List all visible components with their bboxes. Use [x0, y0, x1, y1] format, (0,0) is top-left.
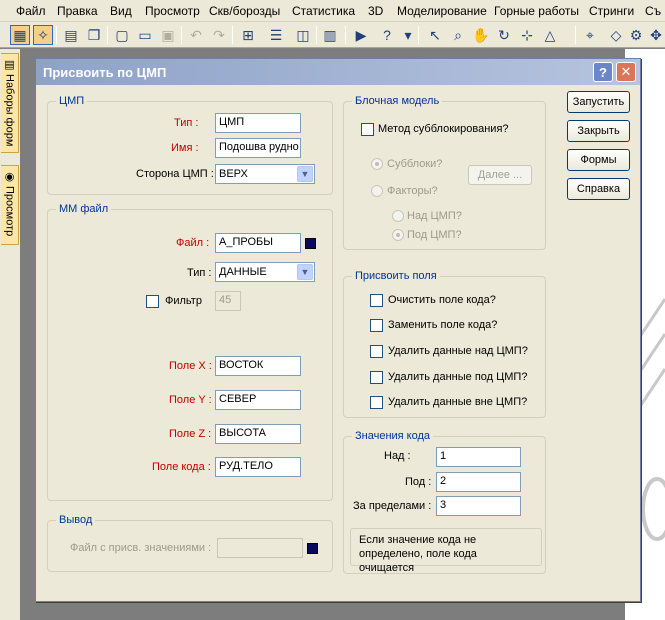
- snap-icon[interactable]: ⚙: [629, 26, 643, 43]
- zoom-icon[interactable]: ⌕: [454, 26, 462, 43]
- code-above-label: Над :: [384, 450, 411, 462]
- menu-statistics[interactable]: Статистика: [292, 4, 356, 18]
- field-x-label: Поле X :: [169, 360, 212, 372]
- dialog-titlebar[interactable]: [36, 59, 640, 85]
- above-dtm-label: Над ЦМП?: [407, 210, 462, 222]
- dtm-name-label: Имя :: [171, 142, 199, 154]
- menu-drillholes[interactable]: Скв/борозды: [209, 4, 281, 18]
- field-y-input[interactable]: СЕВЕР: [215, 390, 301, 410]
- field-y-label: Поле Y :: [169, 394, 212, 406]
- dtm-side-value: ВЕРХ: [219, 168, 248, 180]
- star-layers-icon[interactable]: ✧: [33, 25, 53, 45]
- cube-icon[interactable]: ◫: [296, 26, 310, 43]
- output-file-input[interactable]: [217, 538, 303, 558]
- mm-file-input[interactable]: А_ПРОБЫ: [215, 233, 301, 253]
- below-dtm-radio[interactable]: [392, 229, 404, 241]
- output-group: [47, 514, 333, 572]
- dtm-group-legend: ЦМП: [56, 95, 87, 107]
- tab-view[interactable]: [1, 165, 19, 245]
- delete-below-checkbox[interactable]: [370, 371, 383, 384]
- mm-type-select[interactable]: [215, 262, 315, 282]
- assign-by-dtm-dialog: [35, 58, 641, 602]
- run-button[interactable]: Запустить: [567, 91, 630, 113]
- eraser-icon[interactable]: ◇: [610, 26, 622, 43]
- toolbar-separator: [107, 26, 108, 44]
- more-button[interactable]: Далее ...: [468, 165, 532, 185]
- output-group-legend: Вывод: [56, 514, 95, 526]
- copy-icon[interactable]: ❐: [87, 26, 101, 43]
- delete-above-label: Удалить данные над ЦМП?: [388, 345, 528, 357]
- mm-type-value: ДАННЫЕ: [219, 266, 267, 278]
- code-below-input[interactable]: 2: [436, 472, 521, 492]
- toolbar: [0, 22, 665, 48]
- code-below-label: Под :: [405, 476, 432, 488]
- mm-file-group-legend: ММ файл: [56, 203, 111, 215]
- close-button[interactable]: Закрыть: [567, 120, 630, 142]
- filter-checkbox[interactable]: [146, 295, 159, 308]
- menu-more[interactable]: Съ: [645, 4, 662, 18]
- grid-icon[interactable]: ⊞: [242, 26, 254, 43]
- tab-view-label: Просмотр: [3, 186, 16, 237]
- code-note: Если значение кода не определено, поле кода очищается: [350, 528, 542, 566]
- output-file-label: Файл с присв. значениями :: [70, 542, 212, 554]
- subblocks-radio[interactable]: [371, 158, 383, 170]
- menu-modelling[interactable]: Моделирование: [397, 4, 487, 18]
- save-icon[interactable]: ▣: [161, 26, 175, 43]
- code-above-input[interactable]: 1: [436, 447, 521, 467]
- block-model-group-legend: Блочная модель: [352, 95, 442, 107]
- menu-3d[interactable]: 3D: [368, 4, 384, 18]
- context-help-icon[interactable]: ?: [383, 27, 391, 43]
- layers-icon[interactable]: ▦: [10, 25, 30, 45]
- toolbar-separator: [345, 26, 346, 44]
- subblocks-label: Субблоки?: [387, 158, 443, 170]
- chevron-down-icon[interactable]: ▼: [297, 166, 313, 182]
- sidebar: [0, 49, 20, 620]
- toolbar-separator: [316, 26, 317, 44]
- toolbar-separator: [575, 26, 576, 44]
- help-icon[interactable]: ?: [593, 62, 613, 82]
- file-picker-icon[interactable]: [305, 238, 316, 249]
- subblock-method-label: Метод субблокирования?: [378, 123, 509, 135]
- field-code-input[interactable]: РУД.ТЕЛО: [215, 457, 301, 477]
- menu-mining[interactable]: Горные работы: [494, 4, 580, 18]
- subblock-method-checkbox[interactable]: [361, 123, 374, 136]
- clear-code-field-label: Очистить поле кода?: [388, 294, 496, 306]
- dtm-side-select[interactable]: [215, 164, 315, 184]
- toolbar-separator: [56, 26, 57, 44]
- forms-icon: ▤: [3, 58, 15, 71]
- toolbar-separator: [232, 26, 233, 44]
- pan-hand-icon[interactable]: ✋: [472, 26, 490, 43]
- axes-icon[interactable]: ⊹: [521, 26, 533, 43]
- stack-icon[interactable]: ☰: [269, 26, 283, 43]
- delete-above-checkbox[interactable]: [370, 345, 383, 358]
- menu-strings[interactable]: Стринги: [589, 4, 635, 18]
- replace-code-field-label: Заменить поле кода?: [388, 319, 498, 331]
- block-model-group: [343, 95, 546, 250]
- tab-form-sets[interactable]: [1, 53, 19, 153]
- dtm-type-input[interactable]: ЦМП: [215, 113, 301, 133]
- undo-icon[interactable]: ↶: [190, 26, 202, 43]
- tab-form-sets-label: Наборы форм: [3, 74, 16, 147]
- help-button[interactable]: Справка: [567, 178, 630, 200]
- delete-outside-checkbox[interactable]: [370, 396, 383, 409]
- menu-display[interactable]: Просмотр: [145, 4, 200, 18]
- filter-input[interactable]: 45: [215, 291, 241, 311]
- menubar: [0, 0, 665, 22]
- chevron-down-icon[interactable]: ▼: [297, 264, 313, 280]
- dtm-name-input[interactable]: Подошва рудно: [215, 138, 301, 158]
- output-file-picker-icon[interactable]: [307, 543, 318, 554]
- menu-edit[interactable]: Правка: [57, 4, 98, 18]
- below-dtm-label: Под ЦМП?: [407, 229, 462, 241]
- toolbar-separator: [418, 26, 419, 44]
- menu-view[interactable]: Вид: [110, 4, 132, 18]
- replace-code-field-checkbox[interactable]: [370, 319, 383, 332]
- toolbar-overflow-icon[interactable]: ▾: [404, 26, 412, 43]
- measure-icon[interactable]: △: [544, 26, 556, 43]
- open-icon[interactable]: ▭: [138, 26, 152, 43]
- dialog-title: Присвоить по ЦМП: [43, 65, 167, 80]
- assign-fields-group: [343, 270, 546, 418]
- delete-outside-label: Удалить данные вне ЦМП?: [388, 396, 528, 408]
- delete-below-label: Удалить данные под ЦМП?: [388, 371, 528, 383]
- factors-label: Факторы?: [387, 185, 438, 197]
- filter-label: Фильтр: [165, 295, 202, 307]
- factors-radio[interactable]: [371, 185, 383, 197]
- forms-button[interactable]: Формы: [567, 149, 630, 171]
- code-values-group-legend: Значения кода: [352, 430, 433, 442]
- code-outside-label: За пределами :: [353, 500, 432, 512]
- field-z-label: Поле Z :: [169, 428, 212, 440]
- mm-type-label: Тип :: [187, 267, 212, 279]
- toolbar-separator: [181, 26, 182, 44]
- assign-fields-group-legend: Присвоить поля: [352, 270, 440, 282]
- clear-code-field-checkbox[interactable]: [370, 294, 383, 307]
- view-icon: ◉: [3, 170, 15, 183]
- close-icon[interactable]: ✕: [616, 62, 636, 82]
- redo-icon[interactable]: ↷: [213, 26, 225, 43]
- field-z-input[interactable]: ВЫСОТА: [215, 424, 301, 444]
- menu-file[interactable]: Файл: [16, 4, 46, 18]
- dtm-type-label: Тип :: [174, 117, 199, 129]
- pointer-icon[interactable]: ↖: [429, 26, 441, 43]
- code-values-group: [343, 430, 546, 574]
- field-x-input[interactable]: ВОСТОК: [215, 356, 301, 376]
- table-icon[interactable]: ▥: [323, 26, 337, 43]
- rotate-icon[interactable]: ↻: [498, 26, 510, 43]
- dtm-side-label: Сторона ЦМП :: [136, 168, 214, 180]
- move-icon[interactable]: ✥: [650, 26, 662, 43]
- dtm-group: [47, 95, 333, 195]
- field-code-label: Поле кода :: [152, 461, 211, 473]
- code-outside-input[interactable]: 3: [436, 496, 521, 516]
- digitize-icon[interactable]: ⌖: [586, 26, 594, 43]
- new-file-icon[interactable]: ▢: [115, 26, 129, 43]
- mm-file-label: Файл :: [176, 237, 210, 249]
- above-dtm-radio[interactable]: [392, 210, 404, 222]
- open-folder-icon[interactable]: ▤: [64, 26, 78, 43]
- mm-file-group: [47, 203, 333, 501]
- play-macro-icon[interactable]: ▶: [355, 26, 367, 43]
